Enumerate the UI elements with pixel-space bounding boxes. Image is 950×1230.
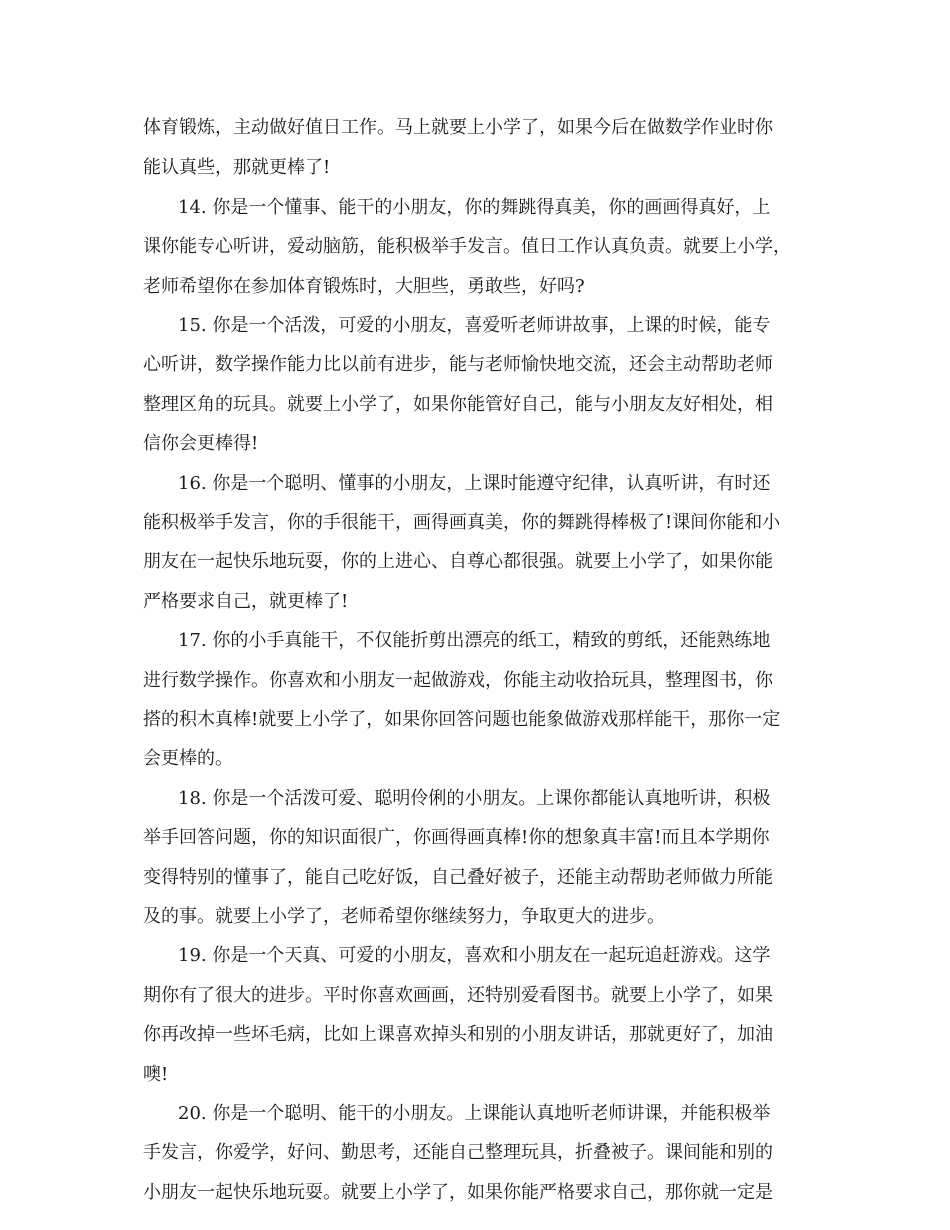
text-line: 心听讲，数学操作能力比以前有进步，能与老师愉快地交流，还会主动帮助老师: [143, 354, 773, 375]
text-line: 能积极举手发言，你的手很能干，画得画真美，你的舞跳得棒极了!课间你能和小: [143, 512, 781, 533]
text-line: 手发言，你爱学，好问、勤思考，还能自己整理玩具，折叠被子。课间能和别的: [143, 1142, 773, 1163]
text-line: 你再改掉一些坏毛病，比如上课喜欢掉头和别的小朋友讲话，那就更好了，加油: [143, 1024, 773, 1045]
text-line: 及的事。就要上小学了，老师希望你继续努力，争取更大的进步。: [143, 906, 665, 927]
paragraph-start-18: 18. 你是一个活泼可爱、聪明伶俐的小朋友。上课你都能认真地听讲，积极: [178, 788, 771, 809]
text-line: 进行数学操作。你喜欢和小朋友一起做游戏，你能主动收拾玩具，整理图书，你: [143, 670, 773, 691]
text-line: 能认真些，那就更棒了!: [143, 157, 331, 178]
paragraph-start-17: 17. 你的小手真能干，不仅能折剪出漂亮的纸工，精致的剪纸，还能熟练地: [178, 630, 771, 651]
text-line: 老师希望你在参加体育锻炼时，大胆些，勇敢些，好吗?: [143, 276, 585, 297]
text-line: 噢!: [143, 1064, 169, 1085]
text-line: 严格要求自己，就更棒了!: [143, 591, 349, 612]
text-line: 搭的积木真棒!就要上小学了，如果你回答问题也能象做游戏那样能干，那你一定: [143, 709, 781, 730]
text-line: 举手回答问题，你的知识面很广，你画得画真棒!你的想象真丰富!而且本学期你: [143, 827, 770, 848]
text-line: 信你会更棒得!: [143, 433, 259, 454]
text-line: 整理区角的玩具。就要上小学了，如果你能管好自己，能与小朋友友好相处，相: [143, 394, 773, 415]
text-line: 会更棒的。: [143, 748, 233, 769]
text-line: 小朋友一起快乐地玩耍。就要上小学了，如果你能严格要求自己，那你就一定是: [143, 1182, 773, 1203]
paragraph-start-14: 14. 你是一个懂事、能干的小朋友，你的舞跳得真美，你的画画得真好，上: [178, 197, 771, 218]
paragraph-start-20: 20. 你是一个聪明、能干的小朋友。上课能认真地听老师讲课，并能积极举: [178, 1103, 771, 1124]
text-line: 期你有了很大的进步。平时你喜欢画画，还特别爱看图书。就要上小学了，如果: [143, 985, 773, 1006]
paragraph-start-19: 19. 你是一个天真、可爱的小朋友，喜欢和小朋友在一起玩追赶游戏。这学: [178, 945, 771, 966]
text-line: 课你能专心听讲，爱动脑筋，能积极举手发言。值日工作认真负责。就要上小学，: [143, 236, 791, 257]
text-line: 体育锻炼，主动做好值日工作。马上就要上小学了，如果今后在做数学作业时你: [143, 117, 773, 138]
paragraph-start-15: 15. 你是一个活泼，可爱的小朋友，喜爱听老师讲故事，上课的时候，能专: [178, 315, 771, 336]
text-line: 变得特别的懂事了，能自己吃好饭，自己叠好被子，还能主动帮助老师做力所能: [143, 867, 773, 888]
text-line: 朋友在一起快乐地玩耍，你的上进心、自尊心都很强。就要上小学了，如果你能: [143, 551, 773, 572]
paragraph-start-16: 16. 你是一个聪明、懂事的小朋友，上课时能遵守纪律，认真听讲，有时还: [178, 473, 771, 494]
